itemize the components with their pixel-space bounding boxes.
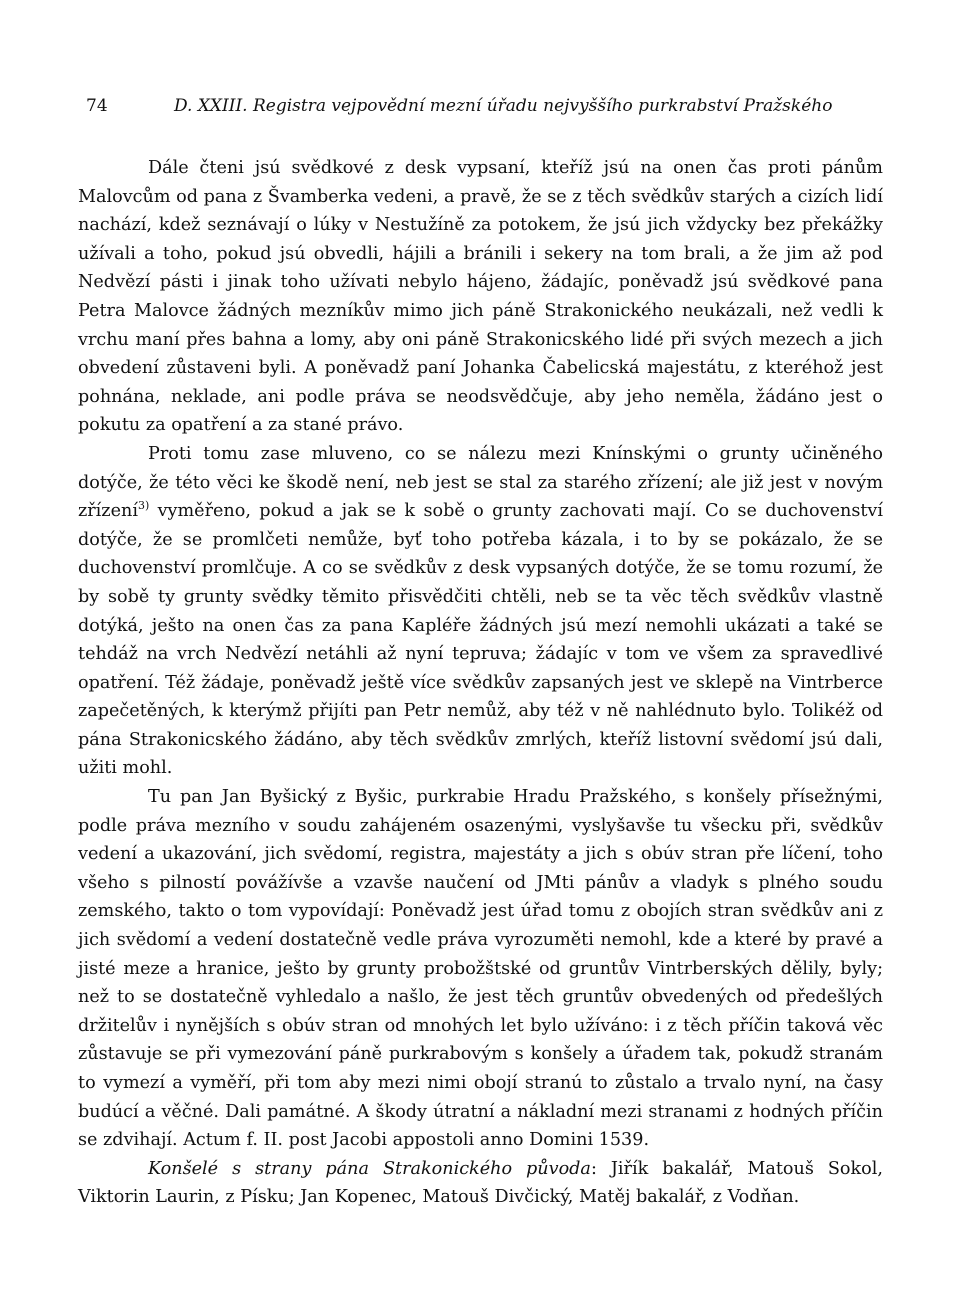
paragraph-4 bbox=[78, 1155, 883, 1212]
document-page bbox=[78, 96, 883, 1212]
councillors-heading: Konšelé s strany pána Strakonického původa bbox=[148, 1158, 591, 1179]
councillors-list: : Jiřík bakalář, Matouš Sokol, Viktorin Laurin, z Písku; Jan Kopenec, Matouš Divčický, Matěj bakalář, z Vodňan. bbox=[78, 1158, 883, 1208]
paragraph-3: Tu pan Jan Byšický z Byšic, purkrabie Hradu Pražského, s konšely přísežnými, podle práva mezního v soudu zahájeném osazenými, vyslyšavše tu všecku při, svědkův vedení a ukazování, jich svědomí, registra, majestáty a jich s obúv stran pře líčení, toho všeho s pilností povážívše a vzavše naučení od JMti pánův a vladyk s plného soudu zemského, takto o tom vypovídají: Poněvadž jest úřad tomu z obojích stran svědkův ani z jich svědomí a vedení dostatečně vedle práva vyrozuměti nemohl, kde a které by pravé a jisté meze a hranice, ješto by grunty probožštské od gruntův Vintrberských dělily, byly; než to se dostatečně vyhledalo a našlo, že jest těch gruntův obvedených od předešlých držitelův i nynějších s obúv stran od mnohých let bylo užíváno: i z těch příčin taková věc zůstavuje se při vymezování páně purkrabovým s konšely a úřadem tak, pokudž stranám to vymezí a vyměří, při tom aby mezi nimi obojí stranú to zůstalo a trvalo nyní, na časy budúcí a věčné. Dali památné. A škody útratní a nákladní mezi stranami z hodných příčin se zdvihají. Actum f. II. post Jacobi appostoli anno Domini 1539. bbox=[78, 787, 883, 1151]
paragraph-2 bbox=[78, 440, 883, 783]
running-title: D. XXIII. Registra vejpovědní mezní úřadu nejvyššího purkrabství Pražského bbox=[174, 96, 833, 116]
paragraph-1: Dále čteni jsú svědkové z desk vypsaní, kteříž jsú na onen čas proti pánům Malovcům od pana z Švamberka vedeni, a pravě, že se z těch svědkův starých a cizích lidí nachází, kdež seznávají o lúky v Nestužíně za potokem, že jsú jich vždycky bez překážky užívali a toho, pokud jsú obvedli, hájili a bránili i sekery na tom brali, a že jim až pod Nedvězí pásti i jinak toho užívati nebylo hájeno, žádajíc, poněvadž jsú svědkové pana Petra Malovce žádných mezníkův mimo jich páně Strakonického neukázali, než vedli k vrchu maní přes bahna a lomy, aby oni páně Strakonicského lidé při svých mezech a jich obvedení zůstaveni byli. A poněvadž paní Johanka Čabelicská majestátu, z kteréhož jest pohnána, neklade, ani podle práva se neodsvědčuje, aby jeho neměla, žádáno jest o pokutu za opatření a za stané právo. bbox=[78, 158, 883, 436]
body-text bbox=[78, 154, 883, 1212]
page-number: 74 bbox=[86, 96, 108, 116]
footnote-mark: 3) bbox=[137, 499, 150, 513]
paragraph-2-text-b: vyměřeno, pokud a jak se k sobě o grunty zachovati mají. Co se duchovenství dotýče, že se promlčeti nemůže, byť toho potřeba kázala, i to by se pokázalo, že se duchovenství promlčuje. A co se svědkův z desk vypsaných dotýče, že se tomu rozumí, že by sobě ty grunty svědky těmito přisvědčiti chtěli, neb se ta věc těch svědkův vlastně dotýká, ješto na onen čas za pana Kapléře žádných jsú mezí nemohli ukázati a také se tehdáž na vrch Nedvězí netáhli až nyní tepruva; žádajíc v tom ve všem za spravedlivé opatření. Též žádaje, poněvadž ještě více svědkův zapsaných jest ve sklepě na Vintrberce zapečetěných, k kterýmž přijíti pan Petr nemůž, aby též v ně nahlédnuto bylo. Tolikéž od pána Strakonicského žádáno, aby těch svědkův zmrlých, kteříž listovní svědomí jsú dali, užiti mohl. bbox=[78, 501, 883, 779]
paragraph-2-text-a: Proti tomu zase mluveno, co se nálezu mezi Knínskými o grunty učiněného dotýče, že této věci ke škodě není, neb jest se stal za starého zřízení; ale již jest v novým zřízení bbox=[78, 443, 883, 522]
page-header bbox=[78, 96, 883, 126]
